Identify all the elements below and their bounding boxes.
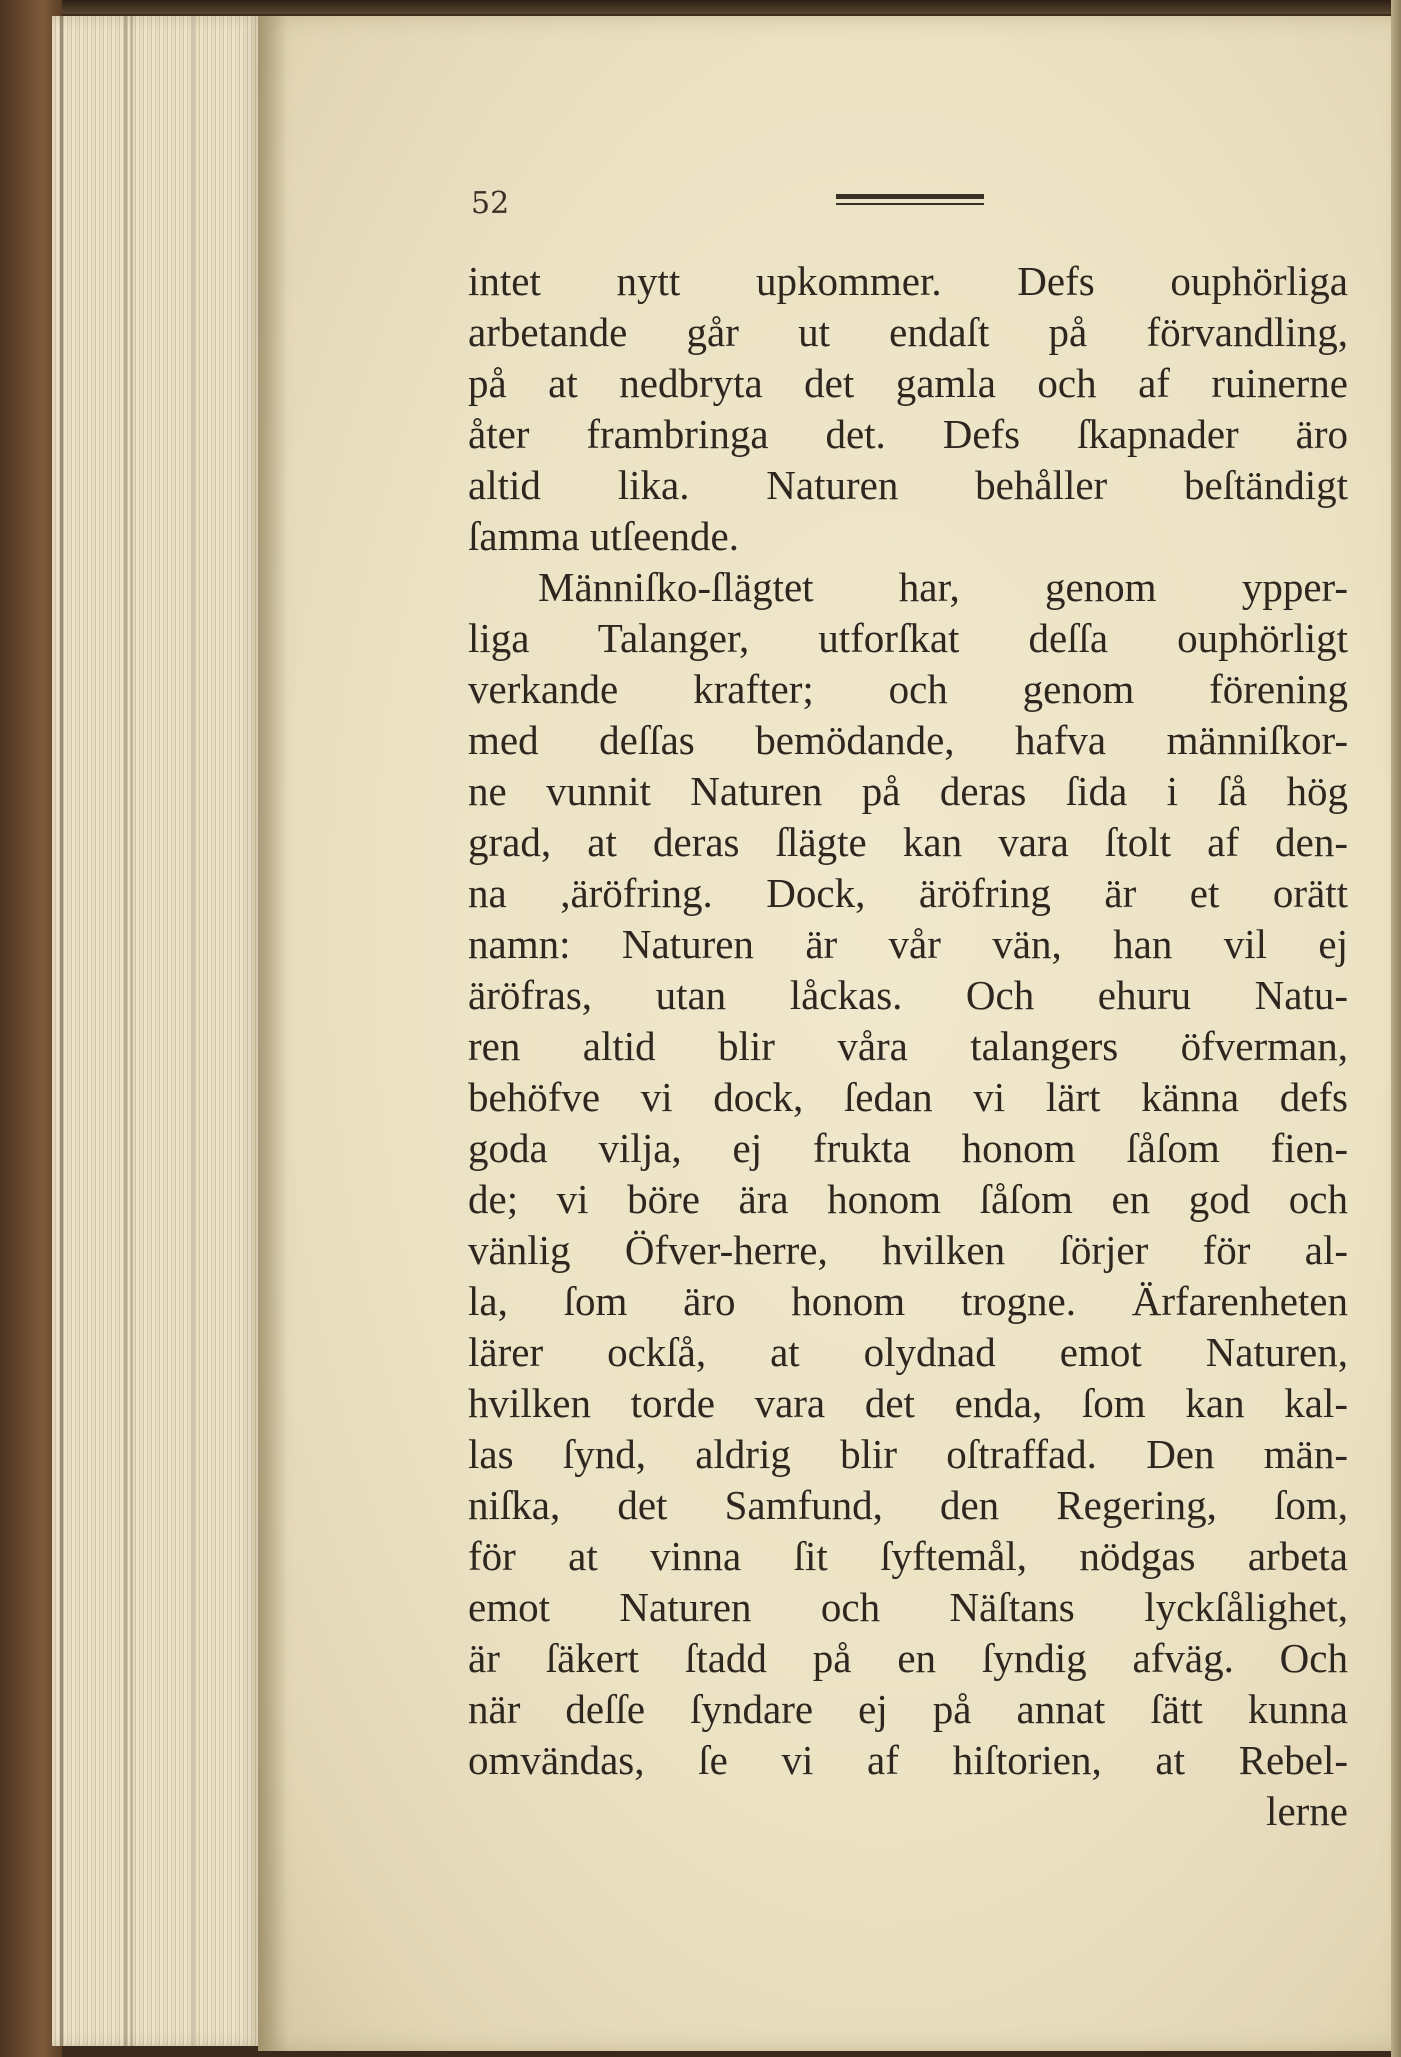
page-edge-line	[124, 16, 127, 2046]
page-edge-line	[130, 16, 133, 2046]
text-line: är ſäkert ſtadd på en ſyndig afväg. Och	[468, 1635, 1348, 1681]
text-line: de; vi böre ära honom ſåſom en god och	[468, 1176, 1348, 1222]
text-line: niſka, det Samfund, den Regering, ſom,	[468, 1482, 1348, 1528]
text-line: lärer ockſå, at olydnad emot Naturen,	[468, 1329, 1348, 1375]
rule-thick	[836, 194, 984, 199]
text-line: på at nedbryta det gamla och af ruinerne	[468, 360, 1348, 406]
text-line: ſamma utſeende.	[468, 513, 739, 559]
text-line: Männiſko-ſlägtet har, genom ypper-	[538, 564, 1348, 610]
text-line: arbetande går ut endaſt på förvandling,	[468, 309, 1348, 355]
text-line: namn: Naturen är vår vän, han vil ej	[468, 921, 1348, 967]
text-line: omvändas, ſe vi af hiſtorien, at Rebel-	[468, 1737, 1348, 1783]
header-ornament-rule	[836, 194, 984, 208]
catchword: lerne	[1266, 1788, 1348, 1834]
text-line: goda vilja, ej frukta honom ſåſom fien-	[468, 1125, 1348, 1171]
text-line: för at vinna ſit ſyftemål, nödgas arbeta	[468, 1533, 1348, 1579]
text-line: verkande krafter; och genom förening	[468, 666, 1348, 712]
page-edge-line	[60, 16, 63, 2046]
text-line: vänlig Öfver-herre, hvilken ſörjer för al-	[468, 1227, 1348, 1273]
text-line: liga Talanger, utforſkat deſſa ouphörligt	[468, 615, 1348, 661]
rule-thin	[836, 203, 984, 205]
gutter-shadow	[258, 16, 288, 2051]
text-line: la, ſom äro honom trogne. Ärfarenheten	[468, 1278, 1348, 1324]
text-line: behöfve vi dock, ſedan vi lärt känna defs	[468, 1074, 1348, 1120]
text-line: när deſſe ſyndare ej på annat ſätt kunna	[468, 1686, 1348, 1732]
text-line: altid lika. Naturen behåller beſtändigt	[468, 462, 1348, 508]
text-line: åter frambringa det. Defs ſkapnader äro	[468, 411, 1348, 457]
text-line: ne vunnit Naturen på deras ſida i ſå hög	[468, 768, 1348, 814]
text-line: las ſynd, aldrig blir oſtraffad. Den män-	[468, 1431, 1348, 1477]
body-text	[468, 256, 1348, 1837]
text-line: na ,äröfring. Dock, äröfring är et orätt	[468, 870, 1348, 916]
book-cover-top	[0, 0, 1401, 14]
text-line: emot Naturen och Näſtans lyckſålighet,	[468, 1584, 1348, 1630]
page-number: 52	[471, 186, 510, 221]
text-line: med deſſas bemödande, hafva männiſkor-	[468, 717, 1348, 763]
page-stack-edges	[52, 16, 262, 2046]
text-line: intet nytt upkommer. Defs ouphörliga	[468, 258, 1348, 304]
page-edge-line	[192, 16, 195, 2046]
book-cover-right-edge	[1391, 0, 1401, 2057]
text-line: ren altid blir våra talangers öfverman,	[468, 1023, 1348, 1069]
text-line: äröfras, utan låckas. Och ehuru Natu-	[468, 972, 1348, 1018]
book-page	[258, 16, 1391, 2051]
text-line: grad, at deras ſlägte kan vara ſtolt af den-	[468, 819, 1348, 865]
text-line: hvilken torde vara det enda, ſom kan kal-	[468, 1380, 1348, 1426]
